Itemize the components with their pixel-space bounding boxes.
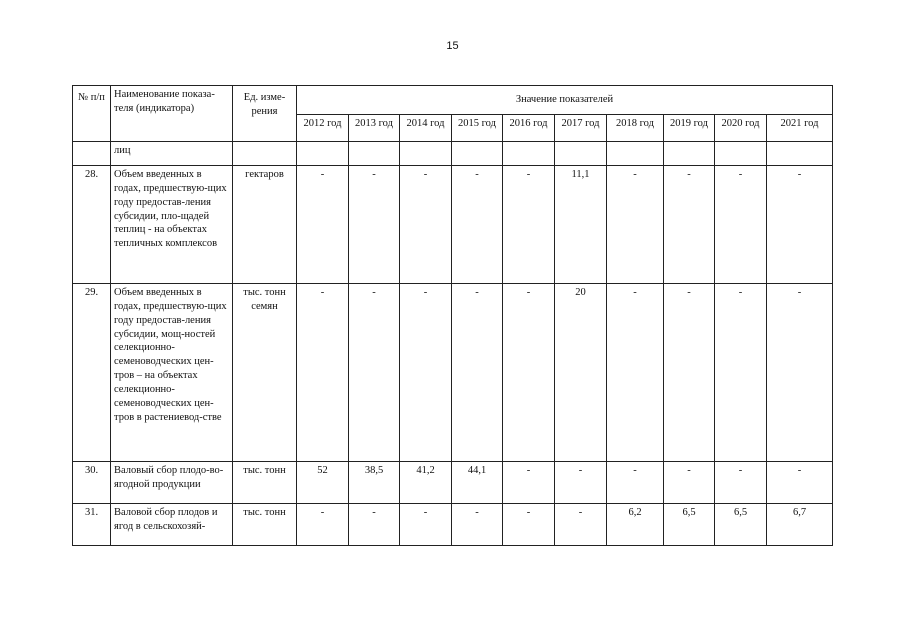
row-value: - bbox=[664, 462, 715, 504]
header-row-main bbox=[73, 86, 833, 115]
row-value: - bbox=[503, 462, 555, 504]
header-year: 2020 год bbox=[715, 115, 767, 142]
row-value bbox=[767, 142, 833, 166]
header-year: 2019 год bbox=[664, 115, 715, 142]
row-value: - bbox=[452, 284, 503, 462]
row-value: - bbox=[297, 284, 349, 462]
row-value: 6,5 bbox=[715, 504, 767, 546]
header-year: 2016 год bbox=[503, 115, 555, 142]
row-value: 41,2 bbox=[400, 462, 452, 504]
row-value: - bbox=[452, 166, 503, 284]
row-value: - bbox=[503, 504, 555, 546]
row-value: - bbox=[400, 504, 452, 546]
row-unit: тыс. тонн bbox=[233, 504, 297, 546]
row-value: 20 bbox=[555, 284, 607, 462]
header-indicator-name: Наименование показа-теля (индикатора) bbox=[111, 86, 233, 142]
row-value bbox=[607, 142, 664, 166]
row-indicator-name: Валовой сбор плодов и ягод в сельскохозяй- bbox=[111, 504, 233, 546]
header-values: Значение показателей bbox=[297, 86, 833, 115]
row-value: 44,1 bbox=[452, 462, 503, 504]
header-year: 2013 год bbox=[349, 115, 400, 142]
row-value: - bbox=[767, 462, 833, 504]
row-value bbox=[503, 142, 555, 166]
row-value bbox=[664, 142, 715, 166]
row-value: - bbox=[297, 166, 349, 284]
header-number: № п/п bbox=[73, 86, 111, 142]
row-number: 30. bbox=[73, 462, 111, 504]
header-year: 2014 год bbox=[400, 115, 452, 142]
indicators-table bbox=[72, 85, 833, 546]
row-value bbox=[400, 142, 452, 166]
header-year: 2015 год bbox=[452, 115, 503, 142]
row-indicator-name: лиц bbox=[111, 142, 233, 166]
row-value: 6,2 bbox=[607, 504, 664, 546]
row-value: - bbox=[555, 462, 607, 504]
row-value bbox=[715, 142, 767, 166]
row-value: - bbox=[400, 284, 452, 462]
table-row bbox=[73, 284, 833, 462]
row-unit: гектаров bbox=[233, 166, 297, 284]
row-value: - bbox=[607, 284, 664, 462]
row-value: - bbox=[715, 462, 767, 504]
row-value bbox=[297, 142, 349, 166]
page-number: 15 bbox=[446, 40, 459, 52]
table-row bbox=[73, 166, 833, 284]
row-value: - bbox=[555, 504, 607, 546]
row-value bbox=[555, 142, 607, 166]
header-year: 2018 год bbox=[607, 115, 664, 142]
row-value: - bbox=[664, 284, 715, 462]
row-number: 29. bbox=[73, 284, 111, 462]
row-value: - bbox=[400, 166, 452, 284]
row-indicator-name: Объем введенных в годах, предшествую-щих году предостав-ления субсидии, пло-щадей теплиц - на объектах тепличных комплексов bbox=[111, 166, 233, 284]
row-number: 31. bbox=[73, 504, 111, 546]
header-unit: Ед. изме-рения bbox=[233, 86, 297, 142]
header-year: 2021 год bbox=[767, 115, 833, 142]
row-value: - bbox=[715, 166, 767, 284]
row-indicator-name: Валовый сбор плодо-во-ягодной продукции bbox=[111, 462, 233, 504]
row-unit: тыс. тонн bbox=[233, 462, 297, 504]
row-value: - bbox=[503, 166, 555, 284]
row-unit: тыс. тонн семян bbox=[233, 284, 297, 462]
row-value: - bbox=[503, 284, 555, 462]
row-number: 28. bbox=[73, 166, 111, 284]
row-value: - bbox=[452, 504, 503, 546]
row-value: - bbox=[607, 166, 664, 284]
header-year: 2012 год bbox=[297, 115, 349, 142]
row-value bbox=[349, 142, 400, 166]
row-indicator-name: Объем введенных в годах, предшествую-щих году предостав-ления субсидии, мощ-ностей селекционно-семеноводческих цен-тров – на объектах селекционно-семеноводческих цен-тров в растениевод-стве bbox=[111, 284, 233, 462]
row-value: 38,5 bbox=[349, 462, 400, 504]
table-row bbox=[73, 142, 833, 166]
row-number bbox=[73, 142, 111, 166]
table-row bbox=[73, 462, 833, 504]
row-value: 11,1 bbox=[555, 166, 607, 284]
row-value: - bbox=[349, 504, 400, 546]
table-row bbox=[73, 504, 833, 546]
row-value: 6,5 bbox=[664, 504, 715, 546]
row-value: - bbox=[349, 166, 400, 284]
header-year: 2017 год bbox=[555, 115, 607, 142]
row-value: - bbox=[767, 284, 833, 462]
row-value: - bbox=[297, 504, 349, 546]
row-value: 52 bbox=[297, 462, 349, 504]
row-unit bbox=[233, 142, 297, 166]
row-value: - bbox=[664, 166, 715, 284]
row-value: - bbox=[607, 462, 664, 504]
row-value: 6,7 bbox=[767, 504, 833, 546]
row-value: - bbox=[349, 284, 400, 462]
row-value: - bbox=[767, 166, 833, 284]
row-value: - bbox=[715, 284, 767, 462]
row-value bbox=[452, 142, 503, 166]
